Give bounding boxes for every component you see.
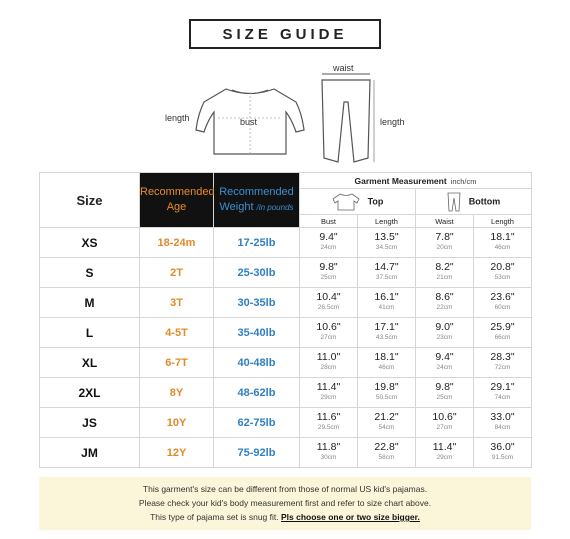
bust-cell: 10.6" 27cm bbox=[300, 318, 358, 348]
size-cell: JM bbox=[40, 438, 140, 468]
bust-cell: 11.8" 30cm bbox=[300, 438, 358, 468]
top-length-cell: 13.5" 34.5cm bbox=[358, 228, 416, 258]
bust-cell: 9.4" 24cm bbox=[300, 228, 358, 258]
waist-cell: 9.4" 24cm bbox=[416, 348, 474, 378]
waist-cell: 9.8" 25cm bbox=[416, 378, 474, 408]
age-cell: 6-7T bbox=[140, 348, 214, 378]
bust-cell: 10.4" 26.5cm bbox=[300, 288, 358, 318]
table-row bbox=[40, 378, 532, 408]
note-line-2: Please check your kid's body measurement first and refer to size chart above. bbox=[138, 498, 432, 508]
bottom-length-label: length bbox=[380, 117, 405, 127]
size-cell: M bbox=[40, 288, 140, 318]
age-cell: 10Y bbox=[140, 408, 214, 438]
weight-cell: 75-92lb bbox=[214, 438, 300, 468]
top-length-cell: 14.7" 37.5cm bbox=[358, 258, 416, 288]
header-weight: Recommended Weight /in pounds bbox=[214, 173, 300, 228]
weight-cell: 48-62lb bbox=[214, 378, 300, 408]
size-cell: 2XL bbox=[40, 378, 140, 408]
table-row bbox=[40, 348, 532, 378]
header-bottom: Bottom bbox=[416, 189, 532, 215]
header-waist: Waist bbox=[416, 215, 474, 228]
bottom-length-cell: 33.0" 84cm bbox=[474, 408, 532, 438]
top-bust-label: bust bbox=[240, 117, 258, 127]
age-cell: 3T bbox=[140, 288, 214, 318]
note-emphasis: Pls choose one or two size bigger. bbox=[281, 512, 420, 522]
header-top-length: Length bbox=[358, 215, 416, 228]
header-bust: Bust bbox=[300, 215, 358, 228]
waist-cell: 9.0" 23cm bbox=[416, 318, 474, 348]
waist-cell: 8.2" 21cm bbox=[416, 258, 474, 288]
top-length-cell: 21.2" 54cm bbox=[358, 408, 416, 438]
bottom-length-cell: 28.3" 72cm bbox=[474, 348, 532, 378]
table-row bbox=[40, 318, 532, 348]
top-length-cell: 16.1" 41cm bbox=[358, 288, 416, 318]
age-cell: 8Y bbox=[140, 378, 214, 408]
table-row bbox=[40, 288, 532, 318]
note-line-3: This type of pajama set is snug fit. Pls choose one or two size bigger. bbox=[150, 512, 420, 522]
sizing-note bbox=[39, 477, 531, 530]
bottom-length-cell: 29.1" 74cm bbox=[474, 378, 532, 408]
top-length-cell: 19.8" 50.5cm bbox=[358, 378, 416, 408]
size-cell: JS bbox=[40, 408, 140, 438]
size-chart-table bbox=[39, 172, 532, 468]
bust-cell: 11.6" 29.5cm bbox=[300, 408, 358, 438]
header-garment-measurement: Garment Measurement inch/cm bbox=[300, 173, 532, 189]
age-cell: 2T bbox=[140, 258, 214, 288]
waist-cell: 7.8" 20cm bbox=[416, 228, 474, 258]
top-mini-icon bbox=[332, 193, 360, 211]
weight-cell: 35-40lb bbox=[214, 318, 300, 348]
waist-cell: 8.6" 22cm bbox=[416, 288, 474, 318]
top-length-cell: 22.8" 58cm bbox=[358, 438, 416, 468]
age-cell: 12Y bbox=[140, 438, 214, 468]
weight-cell: 25-30lb bbox=[214, 258, 300, 288]
bottom-mini-icon bbox=[447, 192, 461, 212]
bust-cell: 11.4" 29cm bbox=[300, 378, 358, 408]
age-cell: 18-24m bbox=[140, 228, 214, 258]
size-cell: XL bbox=[40, 348, 140, 378]
waist-cell: 11.4" 29cm bbox=[416, 438, 474, 468]
table-row bbox=[40, 408, 532, 438]
age-cell: 4-5T bbox=[140, 318, 214, 348]
table-row bbox=[40, 228, 532, 258]
header-age: Recommended Age bbox=[140, 173, 214, 228]
header-bottom-length: Length bbox=[474, 215, 532, 228]
size-cell: S bbox=[40, 258, 140, 288]
weight-cell: 40-48lb bbox=[214, 348, 300, 378]
table-row bbox=[40, 438, 532, 468]
bust-cell: 11.0" 28cm bbox=[300, 348, 358, 378]
size-cell: XS bbox=[40, 228, 140, 258]
bottom-length-cell: 25.9" 66cm bbox=[474, 318, 532, 348]
page-title: SIZE GUIDE bbox=[189, 19, 381, 49]
weight-cell: 17-25lb bbox=[214, 228, 300, 258]
bottom-length-cell: 20.8" 53cm bbox=[474, 258, 532, 288]
size-cell: L bbox=[40, 318, 140, 348]
note-line-1: This garment's size can be different from those of normal US kid's pajamas. bbox=[142, 484, 428, 494]
top-length-cell: 17.1" 43.5cm bbox=[358, 318, 416, 348]
waist-cell: 10.6" 27cm bbox=[416, 408, 474, 438]
bottom-waist-label: waist bbox=[333, 63, 354, 73]
top-length-label: length bbox=[165, 113, 190, 123]
bottom-length-cell: 23.6" 60cm bbox=[474, 288, 532, 318]
bottom-length-cell: 36.0" 91.5cm bbox=[474, 438, 532, 468]
weight-cell: 62-75lb bbox=[214, 408, 300, 438]
header-size: Size bbox=[40, 173, 140, 228]
bust-cell: 9.8" 25cm bbox=[300, 258, 358, 288]
bottom-garment-icon bbox=[316, 72, 376, 168]
weight-cell: 30-35lb bbox=[214, 288, 300, 318]
bottom-length-cell: 18.1" 46cm bbox=[474, 228, 532, 258]
table-row bbox=[40, 258, 532, 288]
top-length-cell: 18.1" 46cm bbox=[358, 348, 416, 378]
header-top: Top bbox=[300, 189, 416, 215]
